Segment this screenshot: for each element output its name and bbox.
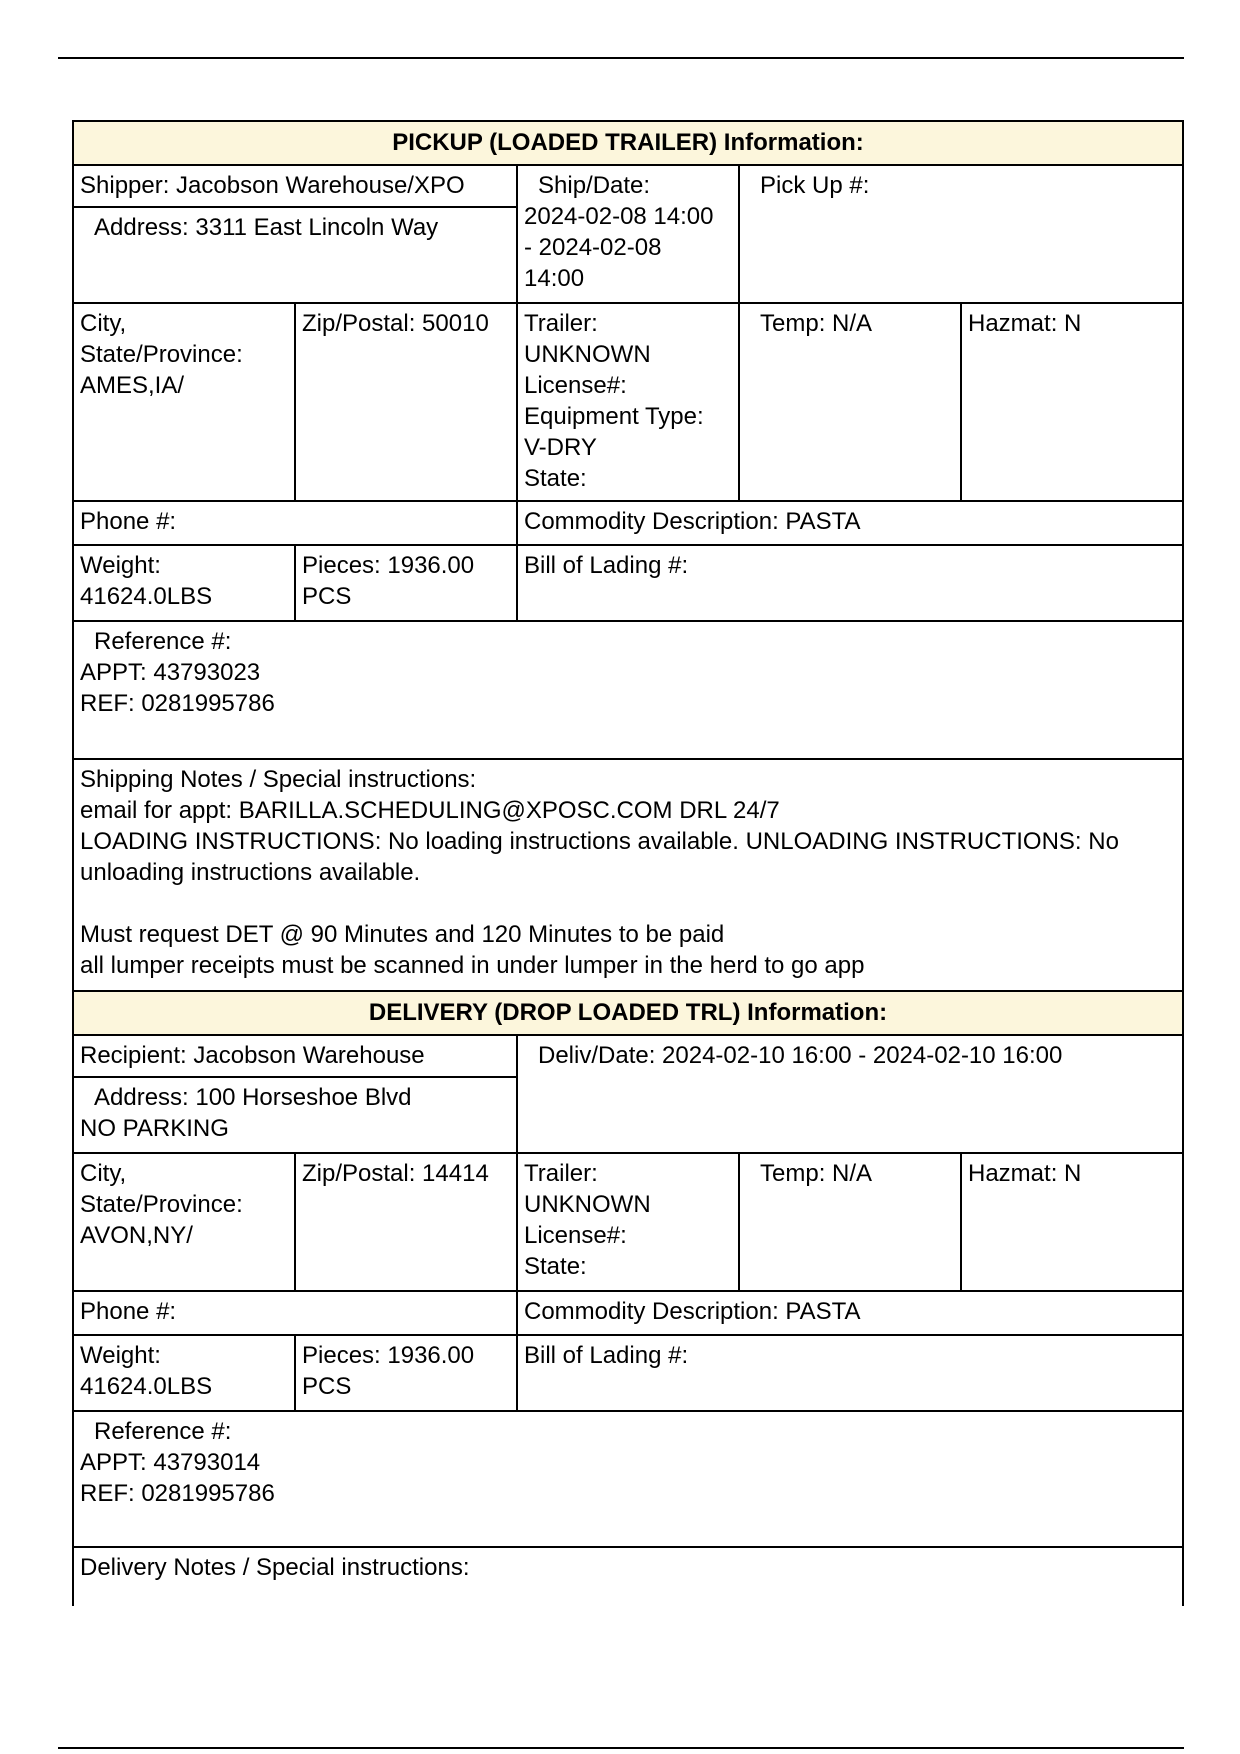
pickup-pieces: Pieces: 1936.00 PCS [294,544,518,622]
delivery-weight: Weight: 41624.0LBS [72,1334,296,1412]
pickup-reference-lines: APPT: 43793023 REF: 0281995786 [80,659,275,717]
pickup-header: PICKUP (LOADED TRAILER) Information: [72,120,1184,166]
pickup-trailer: Trailer: UNKNOWN License#: Equipment Type: V-DRY State: [516,302,740,502]
pickup-phone: Phone #: [72,500,518,546]
delivery-zip: Zip/Postal: 14414 [294,1152,518,1292]
bottom-rule [58,1747,1184,1749]
pickup-notes: Shipping Notes / Special instructions: email for appt: BARILLA.SCHEDULING@XPOSC.COM DRL 24/7 LOADING INSTRUCTIONS: No loading instructions available. UNLOADING INSTRUCTIONS: No unloading instructions available. Must request DET @ 90 Minutes and 120 Minutes to be paid all lumper receipts must be scanned in under lumper in the herd to go app [72,758,1184,992]
delivery-temp: Temp: N/A [738,1152,962,1292]
pickup-commodity: Commodity Description: PASTA [516,500,1184,546]
pickup-reference-label: Reference #: [94,628,232,655]
pickup-pickup-number: Pick Up #: [738,164,1184,304]
pickup-shipper: Shipper: Jacobson Warehouse/XPO [72,164,518,208]
pickup-weight: Weight: 41624.0LBS [72,544,296,622]
delivery-notes: Delivery Notes / Special instructions: [72,1546,1184,1606]
delivery-trailer: Trailer: UNKNOWN License#: State: [516,1152,740,1292]
delivery-commodity: Commodity Description: PASTA [516,1290,1184,1336]
delivery-phone: Phone #: [72,1290,518,1336]
delivery-reference [72,1410,1184,1548]
delivery-recipient: Recipient: Jacobson Warehouse [72,1034,518,1078]
delivery-reference-label: Reference #: [94,1418,232,1445]
top-rule [58,57,1184,59]
delivery-address-label: Address: 100 Horseshoe Blvd [94,1084,412,1111]
delivery-address [72,1076,518,1154]
delivery-bill-of-lading: Bill of Lading #: [516,1334,1184,1412]
delivery-city: City, State/Province: AVON,NY/ [72,1152,296,1292]
pickup-reference [72,620,1184,760]
pickup-city: City, State/Province: AMES,IA/ [72,302,296,502]
delivery-hazmat: Hazmat: N [960,1152,1184,1292]
delivery-header: DELIVERY (DROP LOADED TRL) Information: [72,990,1184,1036]
pickup-hazmat: Hazmat: N [960,302,1184,502]
pickup-ship-date: Ship/Date: 2024-02-08 14:00 - 2024-02-08 14:00 [516,164,740,304]
delivery-reference-lines: APPT: 43793014 REF: 0281995786 [80,1449,275,1507]
pickup-bill-of-lading: Bill of Lading #: [516,544,1184,622]
delivery-deliv-date: Deliv/Date: 2024-02-10 16:00 - 2024-02-10 16:00 [516,1034,1184,1154]
delivery-address-note: NO PARKING [80,1115,229,1142]
pickup-address: Address: 3311 East Lincoln Way [72,206,518,304]
delivery-pieces: Pieces: 1936.00 PCS [294,1334,518,1412]
pickup-zip: Zip/Postal: 50010 [294,302,518,502]
pickup-temp: Temp: N/A [738,302,962,502]
